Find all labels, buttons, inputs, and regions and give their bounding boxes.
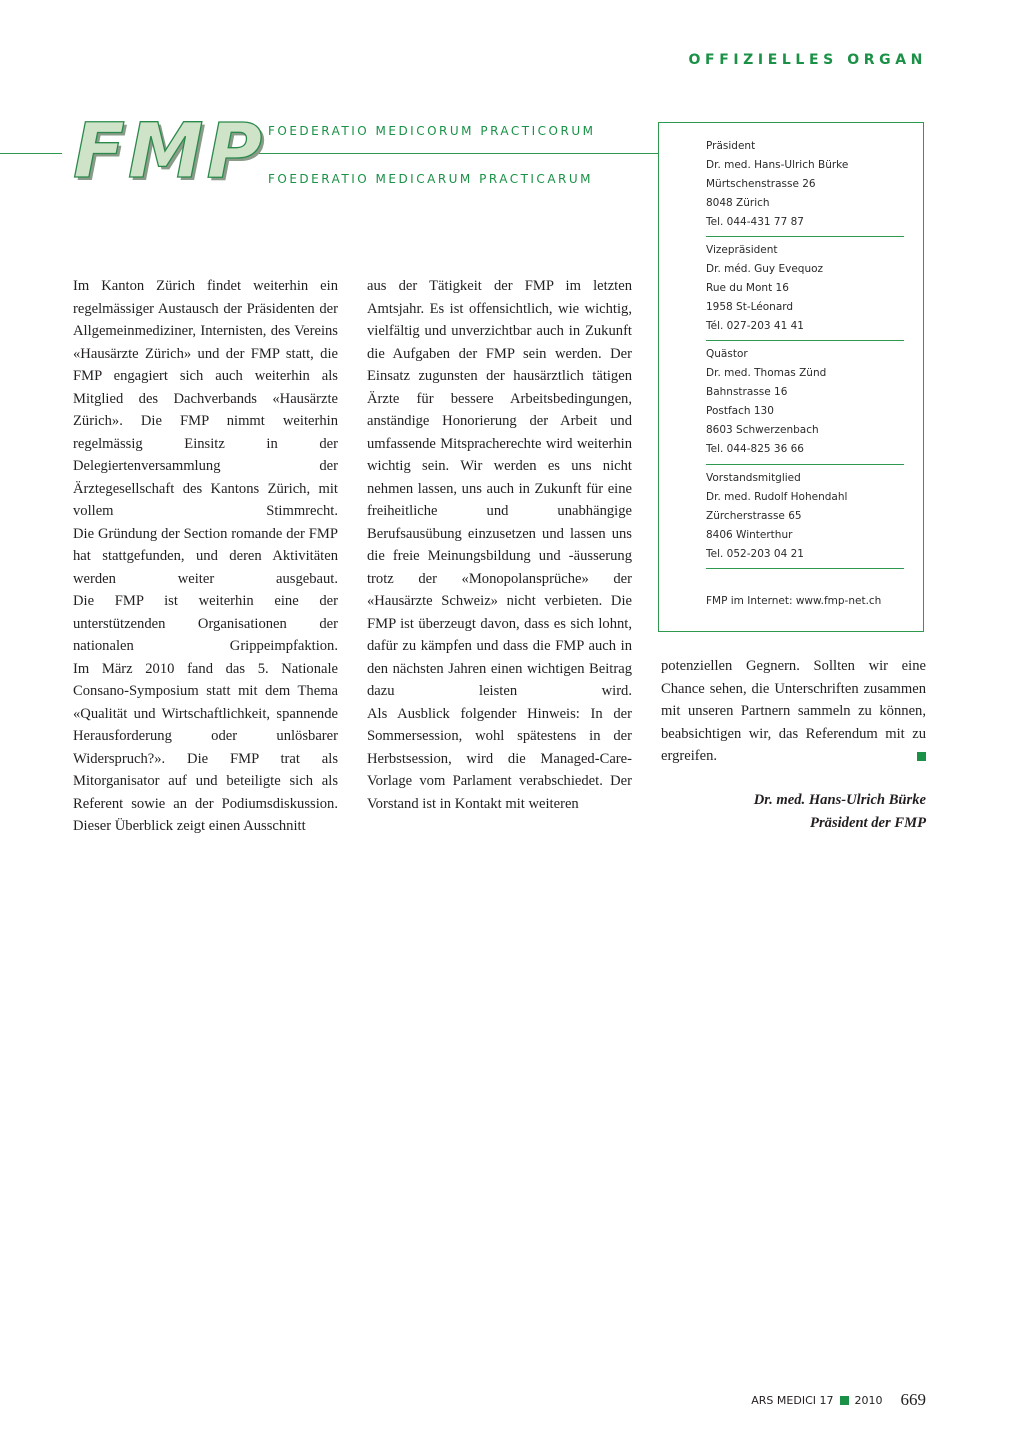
article-column-2	[367, 275, 632, 815]
paragraph: Im März 2010 fand das 5. Nationale Consano-Symposium statt mit dem Thema «Qualität und Wirtschaftlichkeit, spannende Herausforderung oder unlösbarer Widerspruch?». Die FMP trat als Mitorganisator auf und beteiligte sich als Referent sowie an der Podiumsdiskussion. Dieser Überblick zeigt einen Ausschnitt	[73, 660, 338, 834]
contact-treasurer	[706, 345, 904, 459]
contact-line: Dr. med. Rudolf Hohendahl	[706, 491, 848, 503]
website-text: FMP im Internet: www.fmp-net.ch	[706, 595, 882, 607]
journal-name: ARS MEDICI 17	[751, 1393, 834, 1407]
header-rule-left	[0, 153, 62, 154]
paragraph: Die FMP ist weiterhin eine der unterstützenden Organisationen der nationalen Grippeimpfaktion.	[73, 593, 338, 654]
article-column-3	[661, 655, 926, 768]
contact-line: 1958 St-Léonard	[706, 301, 794, 313]
divider	[706, 464, 904, 465]
contact-president	[706, 137, 904, 232]
journal-year: 2010	[854, 1393, 883, 1407]
paragraph: Die Gründung der Section romande der FMP hat stattgefunden, und deren Aktivitäten werden weiter ausgebaut.	[73, 525, 338, 587]
contact-vice-president	[706, 241, 904, 336]
contact-line: Bahnstrasse 16	[706, 386, 788, 398]
contact-line: Mürtschenstrasse 26	[706, 178, 816, 190]
contact-line: Vorstandsmitglied	[706, 472, 801, 484]
contact-line: Tel. 044-825 36 66	[706, 443, 804, 455]
signature	[754, 789, 926, 834]
contact-line: 8603 Schwerzenbach	[706, 424, 819, 436]
contact-line: Vizepräsident	[706, 244, 778, 256]
contact-line: Dr. med. Thomas Zünd	[706, 367, 827, 379]
contact-board-member	[706, 469, 904, 564]
signature-role: Präsident der FMP	[810, 814, 926, 831]
contact-line: Tél. 027-203 41 41	[706, 320, 804, 332]
paragraph: aus der Tätigkeit der FMP im letzten Amtsjahr. Es ist offensichtlich, wie wichtig, vielfältig und unverzichtbar auch in Zukunft die Aufgaben der FMP sein werden. Der Einsatz zugunsten der hausärztlich tätigen Ärzte für bessere Arbeitsbedingungen, anständige Honorierung der Arbeit und umfassende Mitspracherechte wird weiterhin wichtig sein. Wir werden es uns nicht nehmen lassen, uns auch in Zukunft für eine freiheitliche und unabhängige Berufsausübung einzusetzen und lassen uns die freie Meinungsbildung und -äusserung trotz der «Monopolansprüche» der «Hausärzte Schweiz» nicht verbieten. Die FMP ist überzeugt davon, dass es sich lohnt, dafür zu kämpfen und dass die FMP auch in den nächsten Jahren einen wichtigen Beitrag dazu leisten wird.	[367, 278, 632, 699]
contact-line: Quästor	[706, 348, 748, 360]
contact-line: Postfach 130	[706, 405, 774, 417]
contact-line: Zürcherstrasse 65	[706, 510, 802, 522]
website-note	[706, 592, 904, 611]
section-label: OFFIZIELLES ORGAN	[688, 52, 927, 68]
paragraph-text: potenziellen Gegnern. Sollten wir eine Chance sehen, die Unterschriften zusammen mit unseren Partnern sammeln zu können, beabsichtigen wir, das Referendum mit zu ergreifen.	[661, 658, 926, 764]
fmp-logo: FMP	[73, 106, 266, 195]
signature-name: Dr. med. Hans-Ulrich Bürke	[753, 792, 926, 808]
contact-line: Rue du Mont 16	[706, 282, 789, 294]
page-footer	[751, 1390, 926, 1410]
end-mark-icon	[917, 752, 926, 761]
paragraph	[661, 655, 926, 768]
divider	[706, 236, 904, 237]
contact-line: Tel. 044-431 77 87	[706, 216, 804, 228]
contact-line: Präsident	[706, 140, 756, 152]
page-number: 669	[900, 1390, 926, 1409]
divider	[706, 340, 904, 341]
contact-line: Tel. 052-203 04 21	[706, 548, 804, 560]
contact-line: 8406 Winterthur	[706, 529, 793, 541]
contact-line: Dr. méd. Guy Evequoz	[706, 263, 824, 275]
article-column-1	[73, 275, 338, 838]
paragraph: Im Kanton Zürich findet weiterhin ein regelmässiger Austausch der Präsidenten der Allgemeinmediziner, Internisten, des Vereins «Hausärzte Zürich» und der FMP statt, die FMP engagiert sich auch weiterhin als Mitglied des Dachverbands «Hausärzte Zürich». Die FMP nimmt weiterhin regelmässig Einsitz in der Delegiertenversammlung der Ärztegesellschaft des Kantons Zürich, mit vollem Stimmrecht.	[73, 278, 338, 519]
org-name-line-2: FOEDERATIO MEDICARUM PRACTICARUM	[268, 172, 593, 186]
org-name-line-1: FOEDERATIO MEDICORUM PRACTICORUM	[268, 124, 596, 138]
header-rule-middle	[254, 153, 658, 154]
contact-line: 8048 Zürich	[706, 197, 770, 209]
board-contact-box	[658, 122, 924, 632]
contact-line: Dr. med. Hans-Ulrich Bürke	[706, 159, 849, 171]
square-icon	[840, 1396, 849, 1405]
paragraph: Als Ausblick folgender Hinweis: In der Sommersession, wohl spätestens in der Herbstsession, wird die Managed-Care-Vorlage vom Parlament verabschiedet. Der Vorstand ist in Kontakt mit weiteren	[367, 705, 632, 812]
divider	[706, 568, 904, 569]
